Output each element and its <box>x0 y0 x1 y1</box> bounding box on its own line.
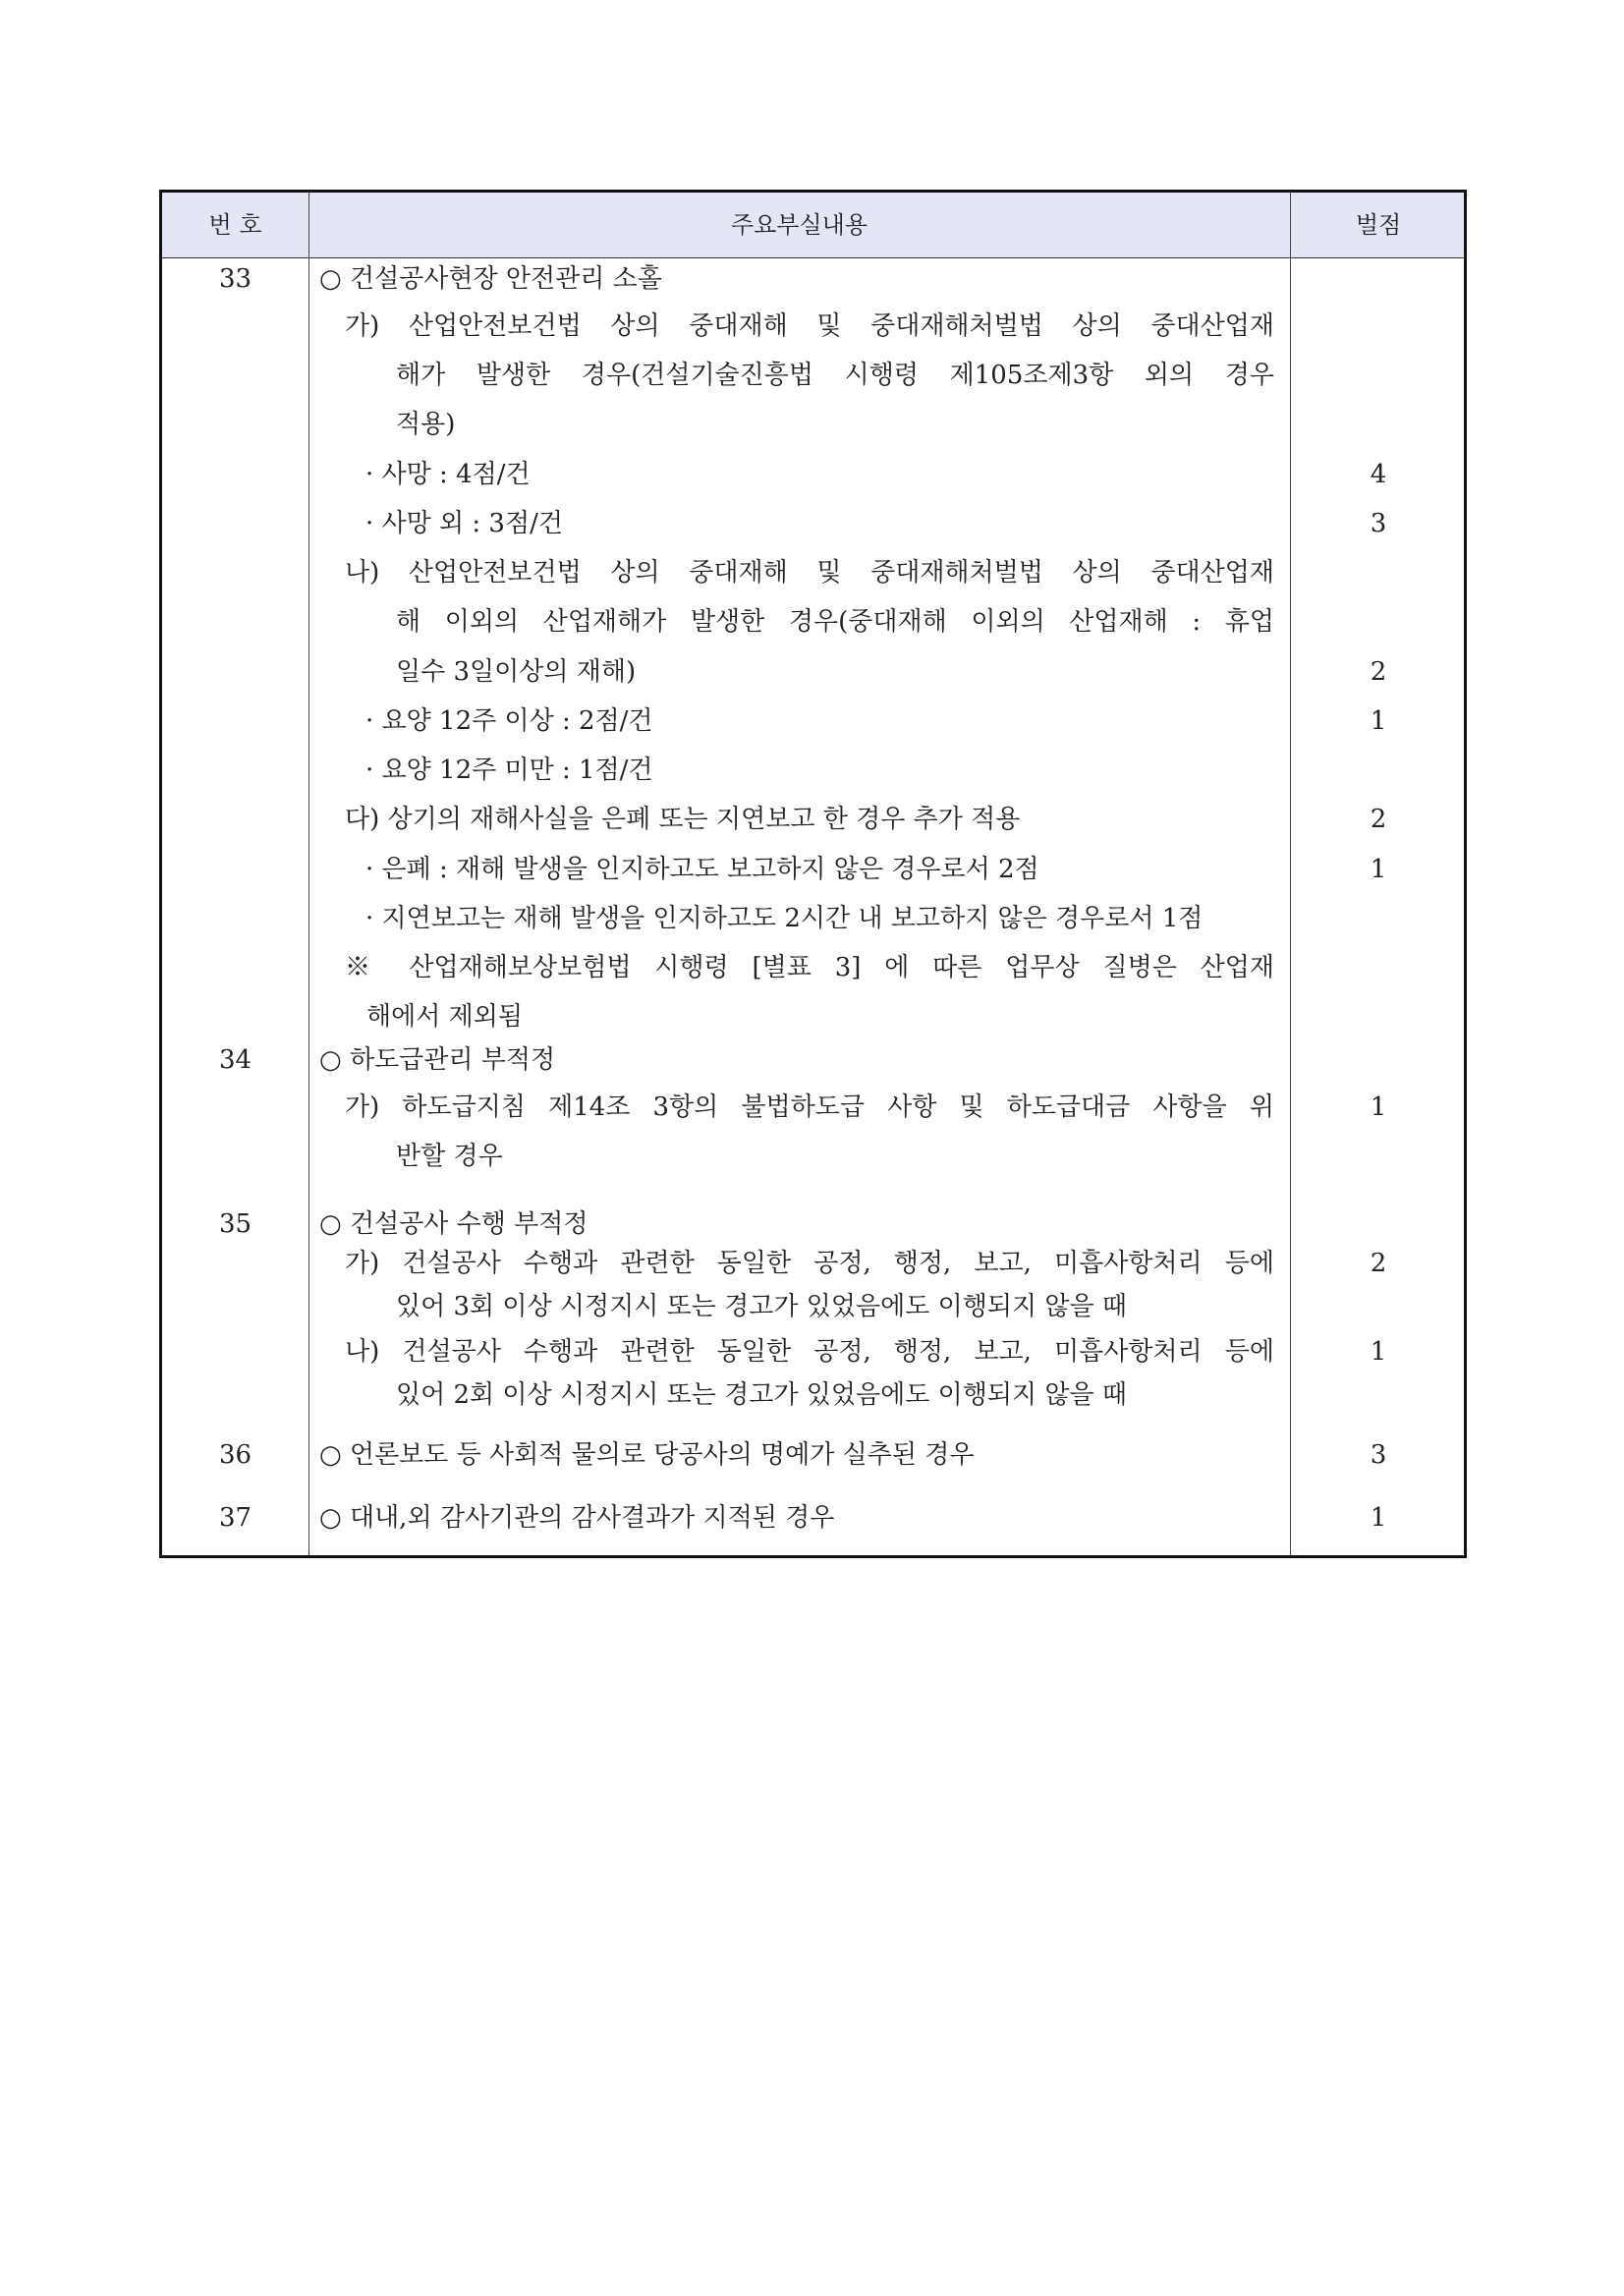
row-number-34: 34 <box>218 1045 252 1075</box>
item-na-33-line1: 나) 산업안전보건법 상의 중대재해 및 중대재해처벌법 상의 중대산업재 <box>345 558 1274 588</box>
sub-item-care-12-under: · 요양 12주 미만 : 1점/건 <box>365 756 653 785</box>
row-number-33: 33 <box>218 264 252 294</box>
penalty-36: 3 <box>1370 1440 1387 1470</box>
item-na-35-line1: 나) 건설공사 수행과 관련한 동일한 공정, 행정, 보고, 미흡사항처리 등에 <box>345 1337 1274 1367</box>
sub-item-delay: · 지연보고는 재해 발생을 인지하고도 2시간 내 보고하지 않은 경우로서 1점 <box>365 904 1204 933</box>
section-title-36: ○ 언론보도 등 사회적 물의로 당공사의 명예가 실추된 경우 <box>319 1440 975 1470</box>
item-da-33: 다) 상기의 재해사실을 은폐 또는 지연보고 한 경우 추가 적용 <box>345 805 1021 834</box>
item-ga-34-line1: 가) 하도급지침 제14조 3항의 불법하도급 사항 및 하도급대금 사항을 위 <box>345 1092 1274 1122</box>
section-title-34: ○ 하도급관리 부적정 <box>319 1045 556 1075</box>
item-na-33-line3: 일수 3일이상의 재해) <box>396 657 637 687</box>
sub-item-care-12-over: · 요양 12주 이상 : 2점/건 <box>365 706 653 736</box>
penalty-na-35: 1 <box>1370 1337 1387 1367</box>
section-title-33: ○ 건설공사현장 안전관리 소홀 <box>319 264 662 294</box>
item-ga-34-line2: 반할 경우 <box>396 1142 503 1171</box>
penalty-ga-34: 1 <box>1370 1092 1387 1122</box>
row-number-35: 35 <box>218 1209 252 1239</box>
penalty-conceal: 1 <box>1370 855 1387 884</box>
sub-item-conceal: · 은폐 : 재해 발생을 인지하고도 보고하지 않은 경우로서 2점 <box>365 855 1039 884</box>
note-33-line1: ※ 산업재해보상보험법 시행령 [별표 3] 에 따른 업무상 질병은 산업재 <box>345 953 1274 982</box>
penalty-death: 4 <box>1370 460 1387 489</box>
penalty-table <box>159 190 1467 1558</box>
row-number-37: 37 <box>218 1503 252 1533</box>
header-number: 번 호 <box>208 211 262 239</box>
penalty-care-12: 1 <box>1370 706 1387 736</box>
header-penalty: 벌점 <box>1355 211 1402 239</box>
penalty-nondeath: 3 <box>1370 509 1387 538</box>
column-divider <box>308 193 309 1555</box>
penalty-da-33: 2 <box>1370 805 1387 834</box>
penalty-na-33: 2 <box>1370 657 1387 687</box>
item-ga-35-line2: 있어 3회 이상 시정지시 또는 경고가 있었음에도 이행되지 않을 때 <box>396 1292 1127 1321</box>
item-ga-33-line2: 해가 발생한 경우(건설기술진흥법 시행령 제105조제3항 외의 경우 <box>396 361 1274 390</box>
item-na-35-line2: 있어 2회 이상 시정지시 또는 경고가 있었음에도 이행되지 않을 때 <box>396 1380 1127 1410</box>
section-title-35: ○ 건설공사 수행 부적정 <box>319 1209 588 1239</box>
item-ga-33-line1: 가) 산업안전보건법 상의 중대재해 및 중대재해처벌법 상의 중대산업재 <box>345 311 1274 341</box>
sub-item-nondeath: · 사망 외 : 3점/건 <box>365 509 563 538</box>
penalty-ga-35: 2 <box>1370 1249 1387 1278</box>
header-content: 주요부실내용 <box>730 211 868 239</box>
row-number-36: 36 <box>218 1440 252 1470</box>
section-title-37: ○ 대내,외 감사기관의 감사결과가 지적된 경우 <box>319 1503 835 1533</box>
sub-item-death: · 사망 : 4점/건 <box>365 460 531 489</box>
item-ga-35-line1: 가) 건설공사 수행과 관련한 동일한 공정, 행정, 보고, 미흡사항처리 등에 <box>345 1249 1274 1278</box>
item-na-33-line2: 해 이외의 산업재해가 발생한 경우(중대재해 이외의 산업재해 : 휴업 <box>396 607 1274 637</box>
penalty-37: 1 <box>1370 1503 1387 1533</box>
note-33-line2: 해에서 제외됨 <box>366 1002 523 1032</box>
item-ga-33-line3: 적용) <box>396 410 456 439</box>
